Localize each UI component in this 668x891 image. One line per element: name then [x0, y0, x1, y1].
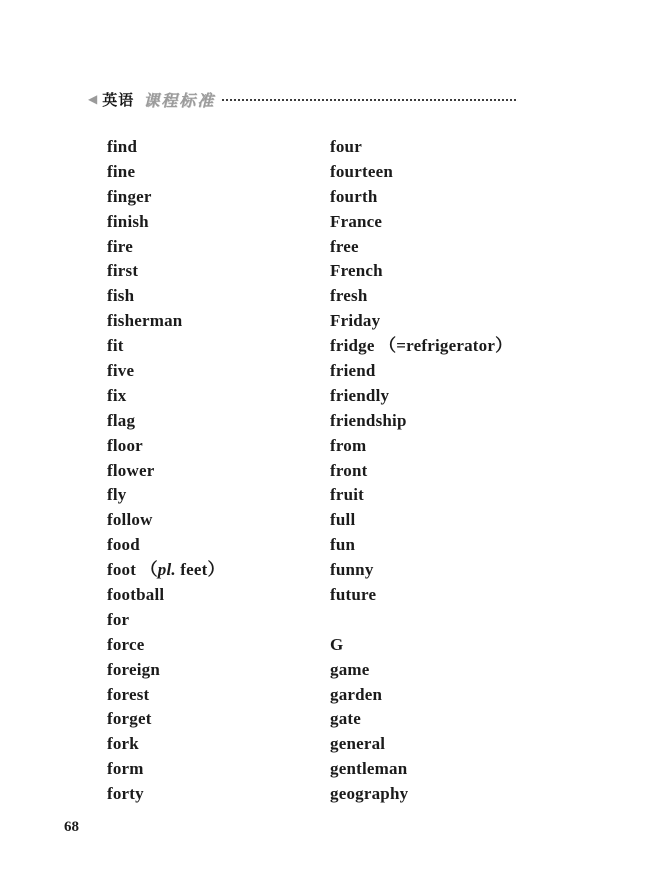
word-item: free [330, 236, 359, 256]
header-dotted-line [222, 99, 516, 101]
word-item: G [330, 634, 344, 654]
word-item: fisherman [107, 311, 183, 331]
word-item: garden [330, 684, 383, 704]
word-item: find [107, 137, 138, 156]
left-triangle-icon: ◀ [88, 92, 98, 106]
word-item: fruit [330, 485, 365, 505]
word-item: follow [107, 510, 153, 530]
word-segment: foot （ [107, 560, 158, 580]
word-item: from [330, 435, 367, 455]
word-item: gentleman [330, 759, 408, 779]
word-item: fork [107, 734, 139, 754]
word-item: flower [107, 460, 155, 480]
word-item: food [107, 535, 140, 555]
word-item: fit [107, 336, 124, 356]
word-item: gate [330, 709, 362, 729]
word-item: funny [330, 560, 374, 580]
header-title: 课程标准 [143, 92, 216, 110]
word-item: general [330, 734, 386, 754]
word-item: fun [330, 535, 356, 555]
word-item: friendship [330, 410, 407, 430]
word-item: floor [107, 435, 143, 455]
page-number: 68 [64, 819, 79, 835]
word-item: fish [107, 286, 135, 306]
vocabulary-list [107, 135, 512, 807]
word-item: football [107, 585, 165, 605]
word-item: game [330, 659, 370, 679]
word-item: five [107, 361, 135, 381]
word-item: flag [107, 410, 136, 430]
header-series-label: 英语 [102, 91, 135, 109]
word-item: finish [107, 211, 149, 231]
word-item: force [107, 634, 145, 654]
word-item: for [107, 609, 130, 629]
page-header [88, 88, 516, 110]
word-item: finger [107, 186, 152, 206]
word-item: forget [107, 709, 152, 729]
word-column-left [107, 135, 330, 807]
word-item: fourteen [330, 161, 393, 181]
word-item: friend [330, 361, 376, 381]
word-item: forty [107, 784, 144, 804]
word-item: fresh [330, 286, 368, 306]
word-item: Friday [330, 311, 381, 331]
word-item: foreign [107, 659, 161, 679]
word-item: friendly [330, 385, 390, 405]
word-segment: feet） [175, 560, 225, 580]
word-item: fourth [330, 186, 378, 206]
word-item [330, 608, 512, 633]
word-segment-italic: pl. [157, 560, 176, 580]
word-column-right [330, 135, 512, 807]
word-item: first [107, 261, 139, 281]
word-item: fine [107, 161, 136, 181]
word-item: French [330, 261, 383, 281]
word-item: form [107, 759, 144, 779]
word-item: France [330, 211, 383, 231]
word-item: fix [107, 385, 127, 405]
word-item: fly [107, 485, 127, 505]
word-item: fridge （=refrigerator） [330, 336, 513, 356]
word-item: geography [330, 784, 409, 804]
word-item: future [330, 585, 377, 605]
word-item: four [330, 137, 362, 156]
word-item: front [330, 460, 368, 480]
word-item: fire [107, 236, 133, 256]
word-item [107, 558, 330, 583]
word-item: full [330, 510, 356, 530]
word-item: forest [107, 684, 150, 704]
